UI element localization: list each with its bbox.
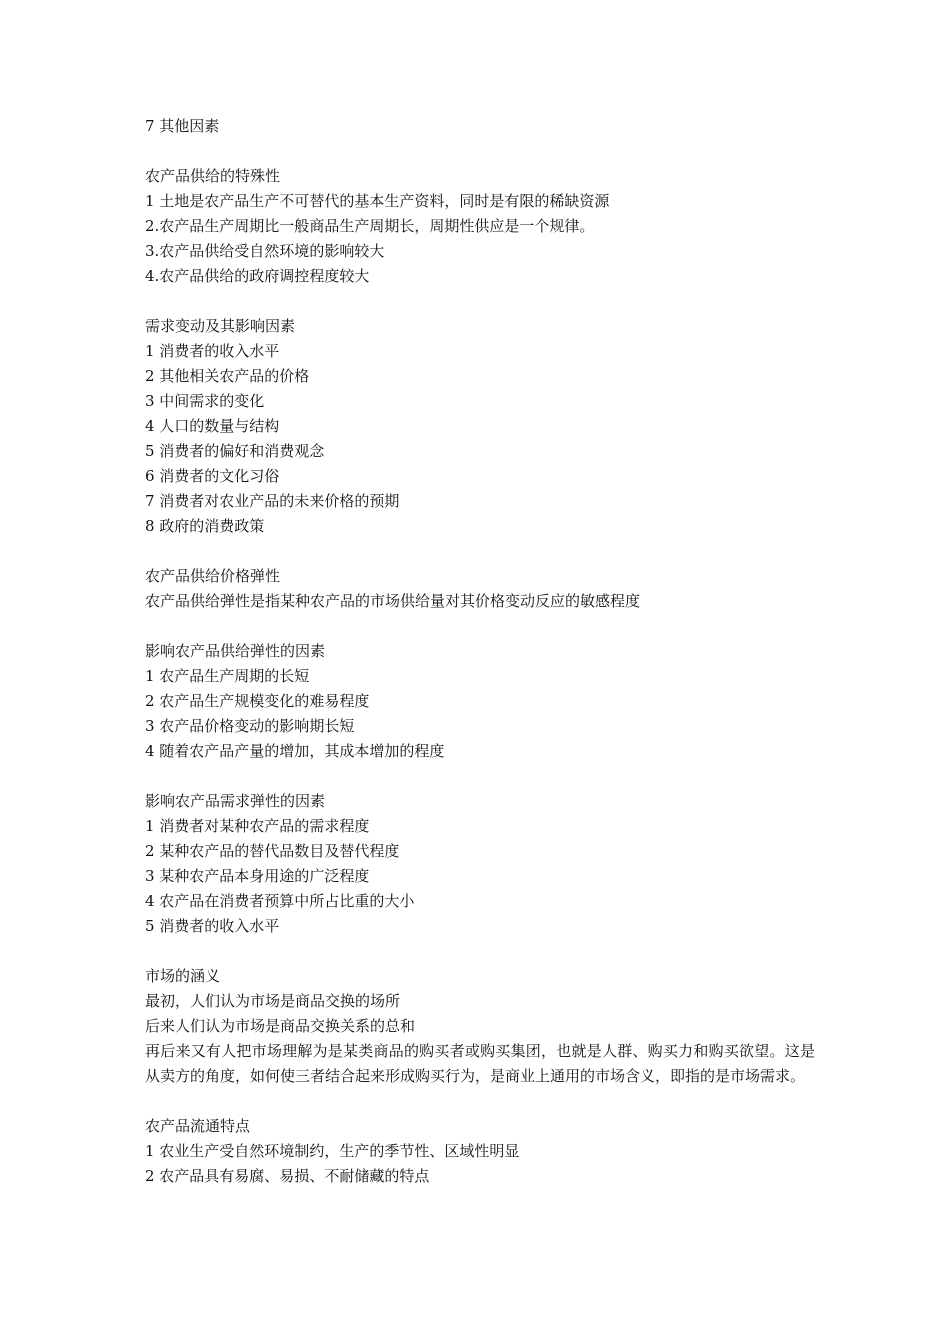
list-item: 1 农业生产受自然环境制约，生产的季节性、区域性明显 xyxy=(145,1142,520,1160)
list-item: 4 人口的数量与结构 xyxy=(145,417,280,435)
section-heading: 影响农产品供给弹性的因素 xyxy=(145,642,326,660)
list-item: 2 农产品具有易腐、易损、不耐储藏的特点 xyxy=(145,1167,430,1185)
section-heading: 市场的涵义 xyxy=(145,967,221,985)
list-item: 3 农产品价格变动的影响期长短 xyxy=(145,717,355,735)
list-item: 2 农产品生产规模变化的难易程度 xyxy=(145,692,370,710)
list-item: 8 政府的消费政策 xyxy=(145,517,265,535)
blank-line xyxy=(145,614,815,639)
list-item: 最初，人们认为市场是商品交换的场所 xyxy=(145,992,401,1010)
list-item: 2.农产品生产周期比一般商品生产周期长，周期性供应是一个规律。 xyxy=(145,217,595,235)
list-item: 7 消费者对农业产品的未来价格的预期 xyxy=(145,492,400,510)
list-item: 3.农产品供给受自然环境的影响较大 xyxy=(145,242,385,260)
section-demand-factors xyxy=(145,314,815,539)
section-heading: 农产品流通特点 xyxy=(145,1117,251,1135)
intro-line: 7 其他因素 xyxy=(145,117,220,135)
list-item: 3 中间需求的变化 xyxy=(145,392,265,410)
list-item: 4.农产品供给的政府调控程度较大 xyxy=(145,267,370,285)
list-item: 4 随着农产品产量的增加，其成本增加的程度 xyxy=(145,742,445,760)
list-item: 2 某种农产品的替代品数目及替代程度 xyxy=(145,842,400,860)
blank-line xyxy=(145,289,815,314)
section-supply-characteristics xyxy=(145,164,815,289)
section-heading: 农产品供给价格弹性 xyxy=(145,567,281,585)
list-item: 1 农产品生产周期的长短 xyxy=(145,667,310,685)
list-item: 后来人们认为市场是商品交换关系的总和 xyxy=(145,1017,416,1035)
document-page xyxy=(145,114,815,1189)
section-heading: 农产品供给的特殊性 xyxy=(145,167,281,185)
list-item: 4 农产品在消费者预算中所占比重的大小 xyxy=(145,892,415,910)
list-item: 1 消费者的收入水平 xyxy=(145,342,280,360)
paragraph: 再后来又有人把市场理解为是某类商品的购买者或购买集团，也就是人群、购买力和购买欲望。这是从卖方的角度，如何使三者结合起来形成购买行为，是商业上通用的市场含义，即指的是市场需求。 xyxy=(145,1042,815,1085)
blank-line xyxy=(145,939,815,964)
section-circulation-features xyxy=(145,1114,815,1189)
list-item: 3 某种农产品本身用途的广泛程度 xyxy=(145,867,370,885)
blank-line xyxy=(145,539,815,564)
section-supply-price-elasticity xyxy=(145,564,815,614)
blank-line xyxy=(145,764,815,789)
list-item: 农产品供给弹性是指某种农产品的市场供给量对其价格变动反应的敏感程度 xyxy=(145,592,641,610)
section-supply-elasticity-factors xyxy=(145,639,815,764)
section-demand-elasticity-factors xyxy=(145,789,815,939)
section-heading: 影响农产品需求弹性的因素 xyxy=(145,792,326,810)
section-heading: 需求变动及其影响因素 xyxy=(145,317,296,335)
blank-line xyxy=(145,139,815,164)
list-item: 6 消费者的文化习俗 xyxy=(145,467,280,485)
list-item: 2 其他相关农产品的价格 xyxy=(145,367,310,385)
section-market-meaning xyxy=(145,964,815,1089)
list-item: 5 消费者的收入水平 xyxy=(145,917,280,935)
list-item: 1 消费者对某种农产品的需求程度 xyxy=(145,817,370,835)
list-item: 1 土地是农产品生产不可替代的基本生产资料，同时是有限的稀缺资源 xyxy=(145,192,610,210)
list-item: 5 消费者的偏好和消费观念 xyxy=(145,442,325,460)
blank-line xyxy=(145,1089,815,1114)
